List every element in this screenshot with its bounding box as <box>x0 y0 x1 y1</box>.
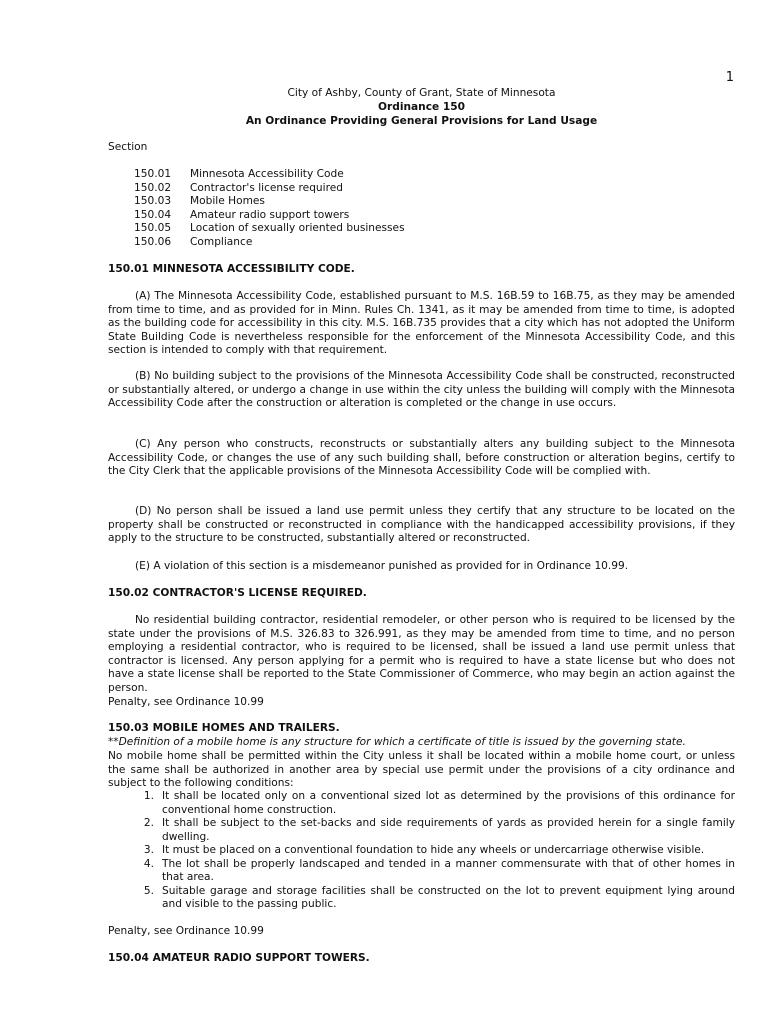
header-jurisdiction: City of Ashby, County of Grant, State of Minnesota <box>287 87 556 99</box>
table-of-contents <box>134 168 405 250</box>
section-150-01-paragraph-d: (D) No person shall be issued a land use permit unless they certify that any structure to be located on the property shall be constructed or reconstructed in compliance with the handicapped accessibility provisions, if they apply to the structure to be constructed, substantially altered or reconstructed. <box>108 505 735 544</box>
toc-row <box>134 222 405 236</box>
list-item <box>108 790 735 817</box>
ordinance-header <box>108 86 735 128</box>
section-150-04-heading: 150.04 AMATEUR RADIO SUPPORT TOWERS. <box>108 952 370 964</box>
toc-row <box>134 168 405 182</box>
section-150-03-heading: 150.03 MOBILE HOMES AND TRAILERS. <box>108 722 340 734</box>
list-item-text: Suitable garage and storage facilities shall be constructed on the lot to prevent equipment lying around and visible to the passing public. <box>162 884 735 910</box>
toc-title: Minnesota Accessibility Code <box>190 168 344 180</box>
section-150-01-paragraph-b: (B) No building subject to the provisions of the Minnesota Accessibility Code shall be constructed, reconstructed or substantially altered, or undergo a change in use within the city unless the building will comply with the Minnesota Accessibility Code after the construction or alteration is completed or the change in use occurs. <box>108 370 735 409</box>
list-item <box>108 817 735 844</box>
section-label: Section <box>108 141 148 153</box>
toc-title: Amateur radio support towers <box>190 208 350 221</box>
header-ordinance-number: Ordinance 150 <box>378 101 465 113</box>
list-item-text: It shall be located only on a conventional sized lot as determined by the provisions of this ordinance for conventional home construction. <box>162 790 735 816</box>
list-item-number: 2. <box>143 817 154 829</box>
section-150-01-paragraph-c: (C) Any person who constructs, reconstructs or substantially alters any building subject to the Minnesota Accessibility Code, or changes the use of any such building shall, before construction or alteration begins, certify to the City Clerk that the applicable provisions of the Minnesota Accessibility Code will be complied with. <box>108 438 735 477</box>
list-item-number: 1. <box>143 790 154 802</box>
toc-title: Contractor's license required <box>190 181 343 194</box>
toc-number: 150.04 <box>134 208 172 221</box>
section-150-03-intro: No mobile home shall be permitted within the City unless it shall be located within a mobile home court, or unless the same shall be authorized in another area by special use permit under the provisions of a city ordinance and subject to the following conditions: <box>108 750 735 789</box>
section-150-01-paragraph-a: (A) The Minnesota Accessibility Code, established pursuant to M.S. 16B.59 to 16B.75, as they may be amended from time to time, and as provided for in Minn. Rules Ch. 1341, as it may be amended from time to time, is adopted as the building code for accessibility in this city. M.S. 16B.735 provides that a city which has not adopted the Uniform State Building Code is nevertheless responsible for the enforcement of the Minnesota Accessibility Code, and this section is intended to comply with that requirement. <box>108 290 735 356</box>
list-item-text: It must be placed on a conventional foundation to hide any wheels or undercarriage otherwise visible. <box>162 844 705 856</box>
toc-number: 150.06 <box>134 235 172 248</box>
list-item <box>108 844 735 858</box>
section-150-02-body: No residential building contractor, residential remodeler, or other person who is required to be licensed by the state under the provisions of M.S. 326.83 to 326.991, as they may be amended from time to time, and no person employing a residential contractor, who is required to be licensed, shall be issued a land use permit unless that contractor is licensed. Any person applying for a permit who is required to have a state license but who does not have a state license shall be reported to the State Commissioner of Commerce, who may begin an action against the person. <box>108 614 735 694</box>
list-item-text: The lot shall be properly landscaped and tended in a manner commensurate with that of other homes in that area. <box>162 857 735 883</box>
toc-row <box>134 236 405 250</box>
toc-number: 150.02 <box>134 181 172 194</box>
list-item-text: It shall be subject to the set-backs and side requirements of yards as provided herein for a single family dwelling. <box>162 817 735 843</box>
section-150-03-definition: **Definition of a mobile home is any structure for which a certificate of title is issued by the governing state. <box>108 736 686 748</box>
list-item <box>108 858 735 885</box>
section-150-03-penalty: Penalty, see Ordinance 10.99 <box>108 925 264 937</box>
list-item-number: 4. <box>143 857 154 870</box>
toc-row <box>134 182 405 196</box>
toc-number: 150.03 <box>134 195 172 208</box>
page-number: 1 <box>725 70 734 85</box>
toc-number: 150.05 <box>134 222 172 235</box>
toc-row <box>134 195 405 209</box>
section-150-01-paragraph-e: (E) A violation of this section is a misdemeanor punished as provided for in Ordinance 10.99. <box>135 560 629 572</box>
list-item <box>108 885 735 912</box>
list-item-number: 5. <box>143 884 154 897</box>
section-150-02-heading: 150.02 CONTRACTOR'S LICENSE REQUIRED. <box>108 587 367 599</box>
toc-row <box>134 209 405 223</box>
header-ordinance-title: An Ordinance Providing General Provisions for Land Usage <box>245 115 598 127</box>
toc-title: Location of sexually oriented businesses <box>190 222 405 235</box>
list-item-number: 3. <box>143 844 154 856</box>
section-150-03-conditions-list <box>108 790 735 912</box>
toc-title: Compliance <box>190 235 253 248</box>
section-150-01-heading: 150.01 MINNESOTA ACCESSIBILITY CODE. <box>108 263 355 275</box>
toc-number: 150.01 <box>134 168 172 180</box>
section-150-02-penalty: Penalty, see Ordinance 10.99 <box>108 696 264 708</box>
toc-title: Mobile Homes <box>190 195 265 208</box>
